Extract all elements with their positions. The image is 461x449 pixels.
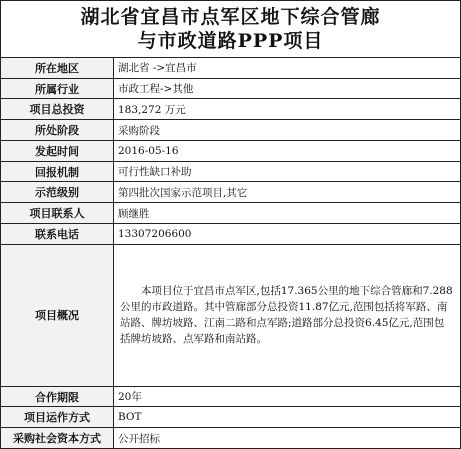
row-value: 20年 bbox=[114, 386, 461, 407]
row-label: 联系电话 bbox=[1, 223, 114, 244]
table-row bbox=[1, 58, 461, 79]
row-value: 第四批次国家示范项目,其它 bbox=[114, 182, 461, 203]
document-title bbox=[0, 0, 461, 57]
row-label: 合作期限 bbox=[1, 386, 114, 407]
row-label: 项目联系人 bbox=[1, 203, 114, 224]
table-row-overview bbox=[1, 244, 461, 386]
row-label: 所处阶段 bbox=[1, 120, 114, 141]
row-label: 项目运作方式 bbox=[1, 407, 114, 428]
row-value: 采购阶段 bbox=[114, 120, 461, 141]
row-label: 发起时间 bbox=[1, 140, 114, 161]
table-row bbox=[1, 182, 461, 203]
row-value: 公开招标 bbox=[114, 428, 461, 449]
row-value: 183,272 万元 bbox=[114, 99, 461, 120]
row-label: 项目概况 bbox=[1, 244, 114, 386]
row-label: 所属行业 bbox=[1, 78, 114, 99]
table-row bbox=[1, 428, 461, 449]
title-line-2: 与市政道路PPP项目 bbox=[137, 29, 324, 52]
title-line-1: 湖北省宜昌市点军区地下综合管廊 bbox=[80, 5, 381, 28]
row-label: 回报机制 bbox=[1, 161, 114, 182]
row-label: 所在地区 bbox=[1, 58, 114, 79]
row-value: 2016-05-16 bbox=[114, 140, 461, 161]
row-value: 湖北省 ->宜昌市 bbox=[114, 58, 461, 79]
project-info-table bbox=[0, 57, 461, 449]
table-row bbox=[1, 161, 461, 182]
row-value: 市政工程->其他 bbox=[114, 78, 461, 99]
row-value: 可行性缺口补助 bbox=[114, 161, 461, 182]
table-row bbox=[1, 99, 461, 120]
row-value: 13307206600 bbox=[114, 223, 461, 244]
row-label: 项目总投资 bbox=[1, 99, 114, 120]
row-value: 顾继胜 bbox=[114, 203, 461, 224]
project-overview-text: 本项目位于宜昌市点军区,包括17.365公里的地下综合管廊和7.288公里的市政道路。其中管廊部分总投资11.87亿元,范围包括将军路、南站路、牌坊坡路、江南二路和点军路;道路部分总投资6.45亿元,范围包括牌坊坡路、点军路和南站路。 bbox=[114, 244, 461, 386]
table-row bbox=[1, 140, 461, 161]
row-label: 示范级别 bbox=[1, 182, 114, 203]
table-row bbox=[1, 203, 461, 224]
table-row bbox=[1, 407, 461, 428]
row-value: BOT bbox=[114, 407, 461, 428]
table-row bbox=[1, 120, 461, 141]
row-label: 采购社会资本方式 bbox=[1, 428, 114, 449]
table-row bbox=[1, 223, 461, 244]
table-row bbox=[1, 386, 461, 407]
table-row bbox=[1, 78, 461, 99]
